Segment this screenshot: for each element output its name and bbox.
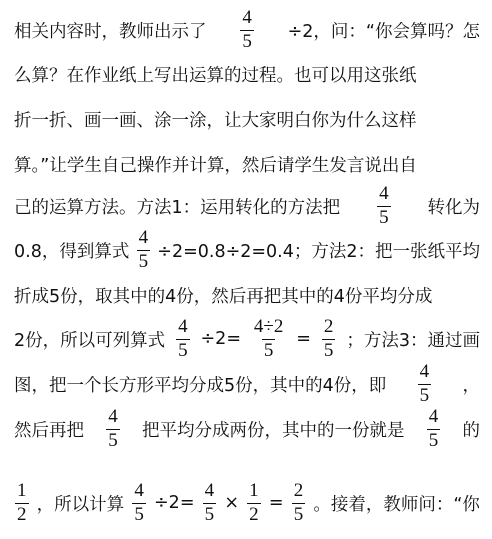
text-segment: 转化为 xyxy=(427,197,480,218)
fraction xyxy=(418,362,432,406)
fraction-denominator: 5 xyxy=(242,30,252,52)
text-segment: ÷2= xyxy=(200,329,241,349)
fraction-numerator: 4 xyxy=(108,405,118,427)
text-segment: 。接着，教师问：“你 xyxy=(313,494,480,515)
text-segment: 2份，所以可列算式 xyxy=(14,330,166,351)
fraction xyxy=(322,317,336,361)
fraction-denominator: 5 xyxy=(108,429,118,451)
fraction xyxy=(15,481,29,525)
fraction-numerator: 4 xyxy=(242,6,252,28)
text-segment: ÷2=0.8÷2=0.4；方法2：把一张纸平均 xyxy=(157,241,480,262)
text-segment: 相关内容时，教师出示了 xyxy=(14,21,207,42)
text-segment: = xyxy=(296,329,311,349)
fraction-numerator: 4÷2 xyxy=(253,315,284,337)
text-segment: 然后再把 xyxy=(14,420,84,441)
fraction xyxy=(106,407,120,451)
text-segment: 把平均分成两份，其中的一份就是 xyxy=(142,420,405,441)
fraction-numerator: 1 xyxy=(17,479,27,501)
text-segment: 算。”让学生自己操作并计算，然后请学生发言说出自 xyxy=(14,155,417,176)
fraction-denominator: 5 xyxy=(134,503,144,525)
text-segment: ÷2，问：“你会算吗？怎 xyxy=(287,21,480,42)
text-segment: 己的运算方法。方法1：运用转化的方法把 xyxy=(14,197,341,218)
fraction-numerator: 4 xyxy=(419,360,430,382)
fraction-numerator: 4 xyxy=(428,405,439,427)
fraction-denominator: 5 xyxy=(293,503,304,525)
fraction xyxy=(176,317,190,361)
fraction-denominator: 5 xyxy=(178,339,188,361)
fraction-numerator: 2 xyxy=(323,315,334,337)
fraction-denominator: 2 xyxy=(249,503,259,525)
text-segment: 图，把一个长方形平均分成5份，其中的4份，即 xyxy=(14,375,387,396)
text-segment: ÷2= xyxy=(154,493,195,513)
text-segment: × xyxy=(224,493,239,513)
fraction-numerator: 2 xyxy=(293,479,304,501)
text-segment: ， xyxy=(462,375,480,396)
fraction-denominator: 2 xyxy=(17,503,27,525)
fraction xyxy=(427,407,441,451)
fraction-denominator: 5 xyxy=(323,339,334,361)
fraction-numerator: 4 xyxy=(204,479,215,501)
text-line xyxy=(14,401,480,457)
fraction xyxy=(137,228,151,272)
fraction-numerator: 4 xyxy=(134,479,144,501)
fraction xyxy=(252,317,285,361)
fraction-denominator: 5 xyxy=(138,250,149,272)
fraction xyxy=(247,481,261,525)
text-segment: 折成5份，取其中的4份，然后再把其中的4份平均分成 xyxy=(14,286,433,307)
fraction-numerator: 4 xyxy=(178,315,188,337)
text-segment: ，所以计算 xyxy=(36,494,125,515)
fraction-denominator: 5 xyxy=(428,429,439,451)
text-segment: 的 xyxy=(462,420,480,441)
fraction-denominator: 5 xyxy=(419,384,430,406)
fraction-denominator: 5 xyxy=(379,206,389,228)
text-segment: 0.8，得到算式 xyxy=(14,241,130,262)
text-segment: 折一折、画一画、涂一涂，让大家明白你为什么这样 xyxy=(14,110,417,131)
fraction-denominator: 5 xyxy=(263,339,274,361)
text-segment: ；方法3：通过画 xyxy=(346,330,480,351)
fraction-denominator: 5 xyxy=(204,503,215,525)
fraction-numerator: 4 xyxy=(138,226,149,248)
text-line xyxy=(14,475,480,531)
text-segment: = xyxy=(268,493,284,513)
fraction xyxy=(292,481,306,525)
fraction xyxy=(203,481,217,525)
fraction xyxy=(132,481,146,525)
fraction-numerator: 1 xyxy=(249,479,259,501)
text-segment: 么算？在作业纸上写出运算的过程。也可以用这张纸 xyxy=(14,65,417,86)
fraction-numerator: 4 xyxy=(379,182,389,204)
